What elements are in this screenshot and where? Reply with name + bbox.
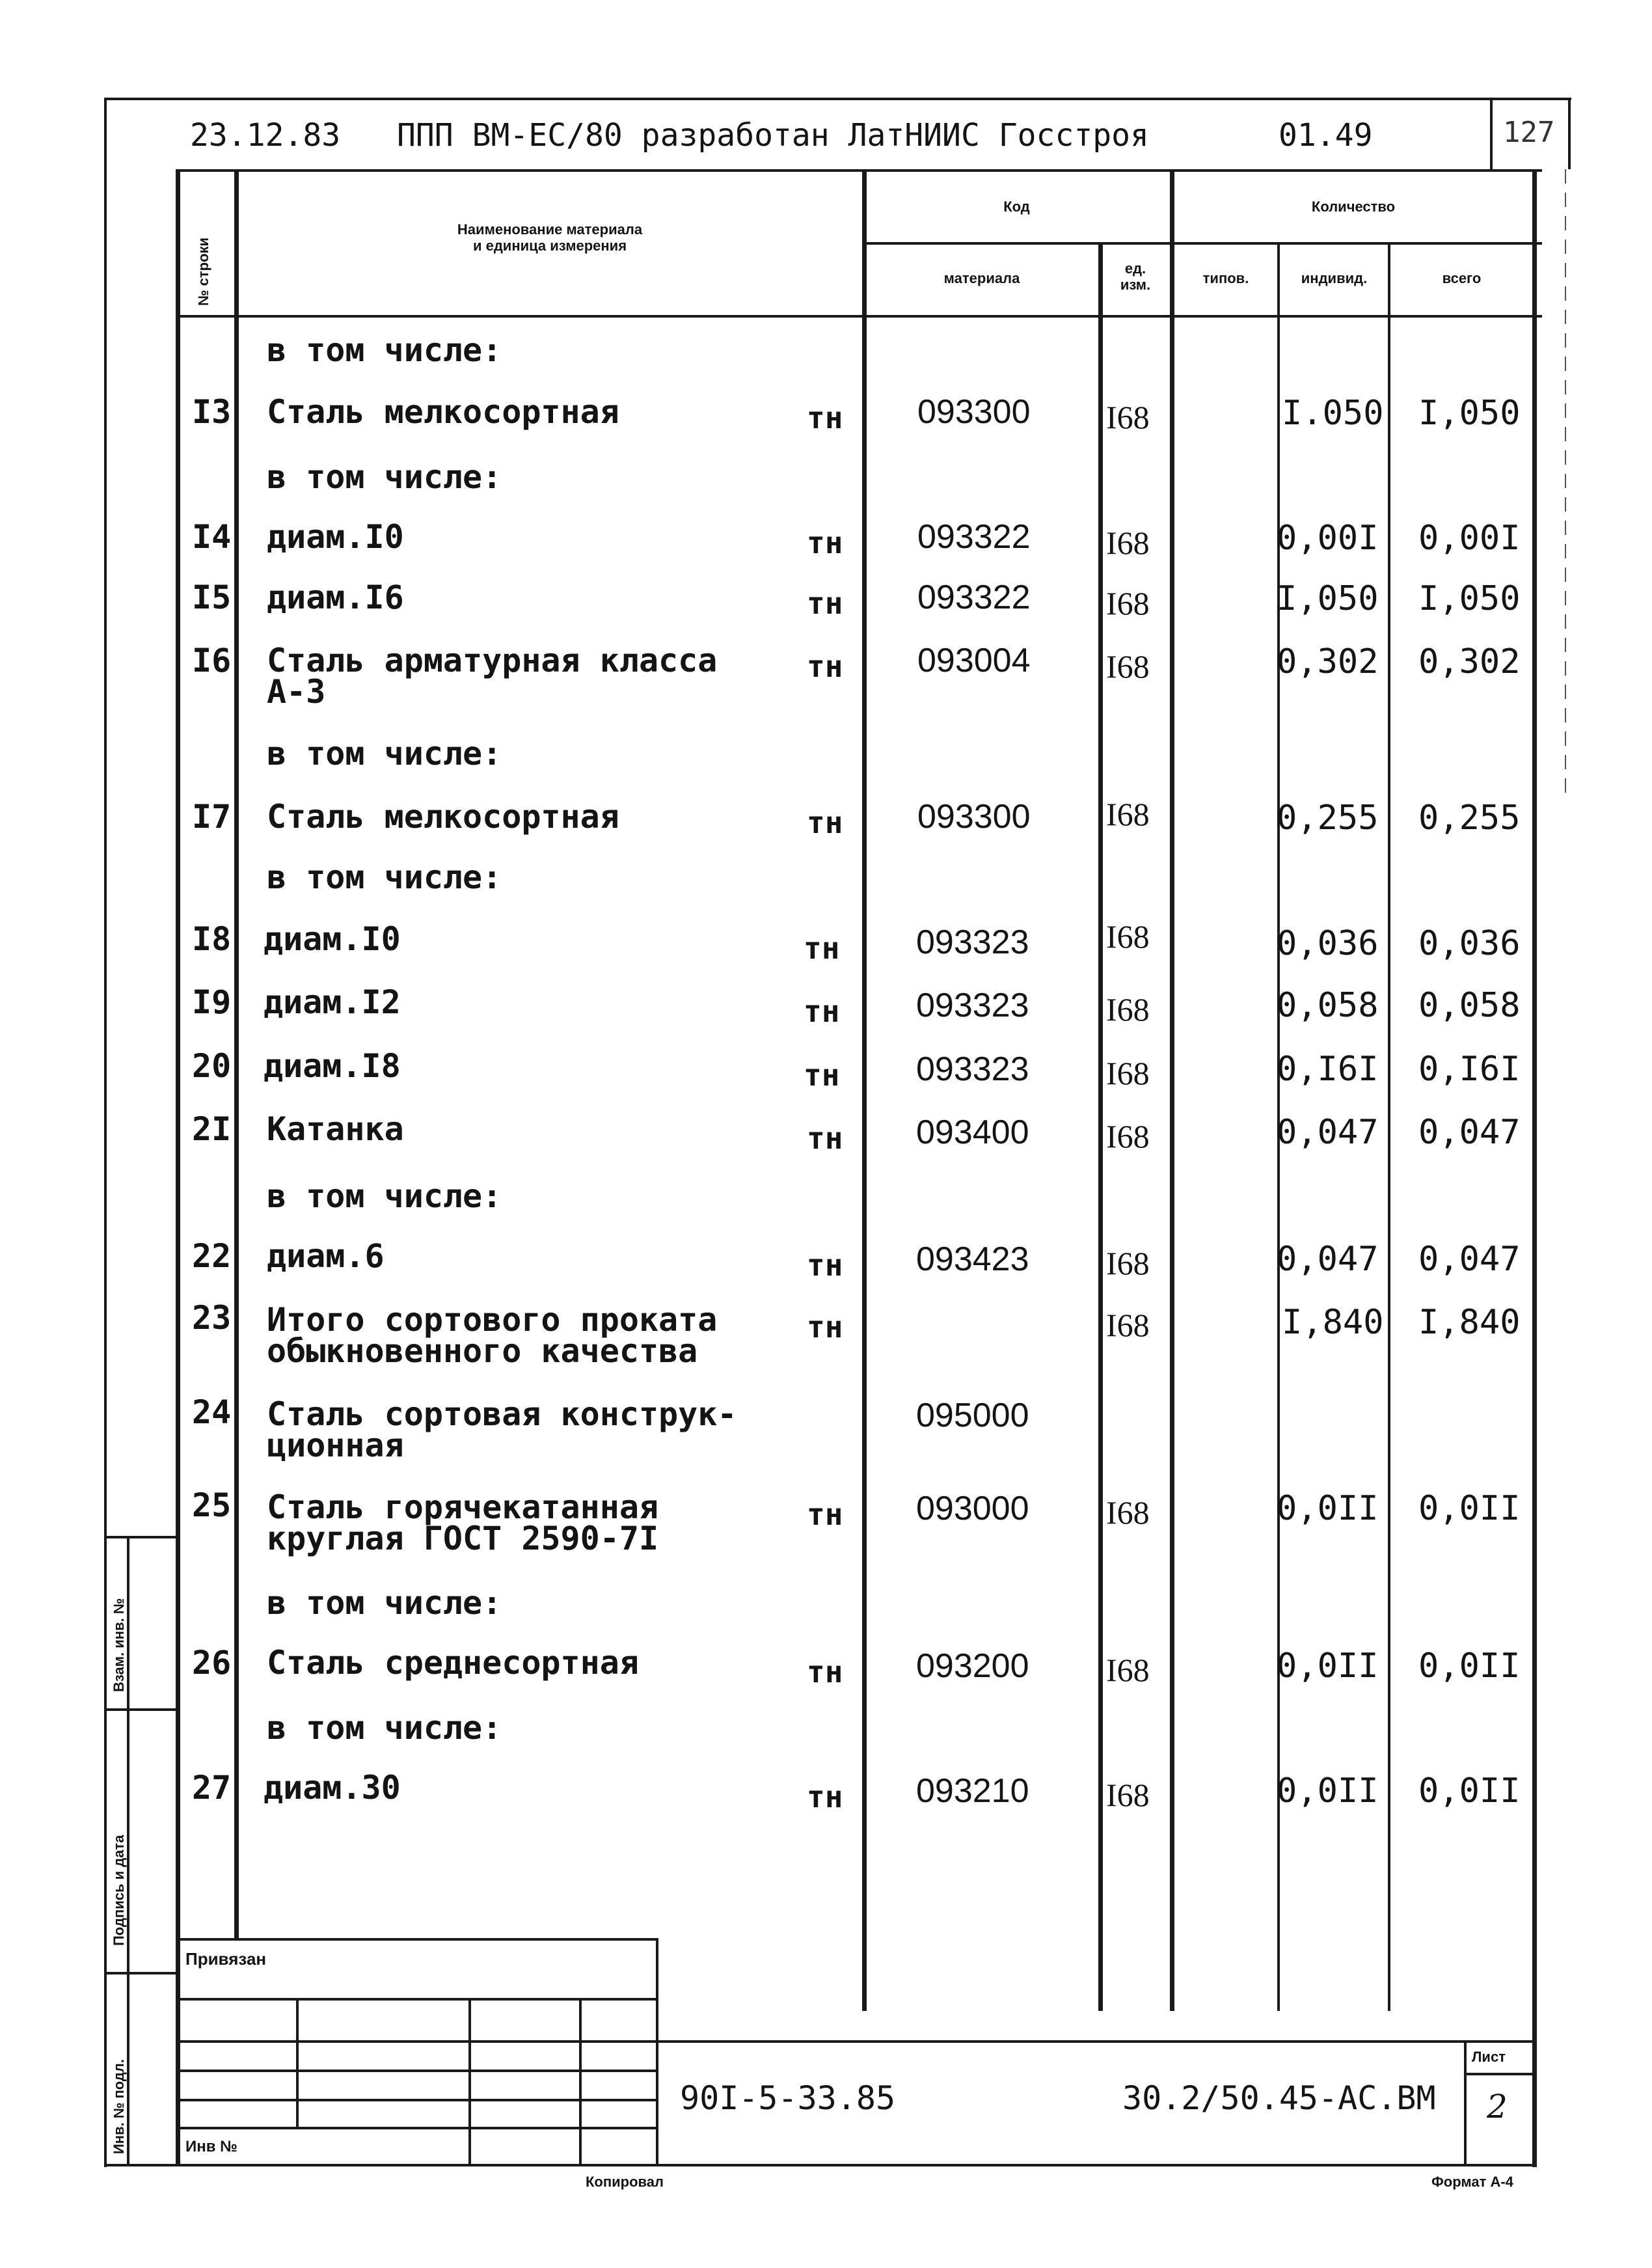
table-row-16-name: Сталь сортовая конструк- ционная bbox=[267, 1395, 737, 1464]
table-row-5-ed: I68 bbox=[1106, 648, 1150, 685]
table-row-15-no: 23 bbox=[192, 1299, 232, 1337]
table-row-14-name: диам.6 bbox=[267, 1237, 385, 1275]
table-row-1-total: I,050 bbox=[1418, 394, 1521, 433]
table-row-7-ind: 0,255 bbox=[1277, 799, 1379, 838]
table-row-15-ind: I,840 bbox=[1282, 1303, 1384, 1342]
table-row-21-ed: I68 bbox=[1106, 1777, 1150, 1813]
doc-code: 30.2/50.45-АС.ВМ bbox=[1122, 2079, 1436, 2117]
table-row-3-total: 0,00I bbox=[1418, 519, 1521, 558]
table-row-1-name: Сталь мелкосортная bbox=[267, 393, 619, 431]
table-row-15-name: Итого сортового проката обыкновенного качества bbox=[267, 1301, 718, 1370]
sheet-number: 2 bbox=[1487, 2088, 1508, 2125]
table-row-14-ind: 0,047 bbox=[1277, 1240, 1379, 1279]
table-row-4-name: диам.I6 bbox=[267, 579, 404, 616]
table-row-17-unit: тн bbox=[807, 1497, 843, 1532]
table-row-10-total: 0,058 bbox=[1418, 986, 1521, 1025]
table-row-10-no: I9 bbox=[192, 983, 232, 1021]
table-row-1-code: 093300 bbox=[917, 393, 1031, 431]
table-row-8-name: в том числе: bbox=[267, 858, 502, 896]
column-header-qty-total: всего bbox=[1442, 270, 1482, 286]
column-header-qty-typical: типов. bbox=[1202, 270, 1249, 286]
table-row-16-no: 24 bbox=[192, 1393, 232, 1431]
table-row-14-ed: I68 bbox=[1106, 1245, 1150, 1281]
table-row-7-ed: I68 bbox=[1106, 796, 1150, 832]
table-row-12-ed: I68 bbox=[1106, 1118, 1150, 1154]
header-code: 01.49 bbox=[1279, 117, 1373, 154]
table-row-17-code: 093000 bbox=[916, 1490, 1029, 1527]
table-row-4-ed: I68 bbox=[1106, 585, 1150, 622]
table-row-10-ind: 0,058 bbox=[1277, 986, 1379, 1025]
table-row-17-name: Сталь горячекатанная круглая ГОСТ 2590-7I bbox=[267, 1488, 659, 1557]
table-row-4-total: I,050 bbox=[1418, 579, 1521, 618]
table-row-5-code: 093004 bbox=[917, 642, 1031, 679]
table-row-9-name: диам.I0 bbox=[264, 920, 401, 958]
column-header-name: Наименование материала и единица измерения bbox=[457, 221, 643, 254]
table-row-10-ed: I68 bbox=[1106, 991, 1150, 1028]
table-row-15-ed: I68 bbox=[1106, 1307, 1150, 1343]
table-row-19-total: 0,0II bbox=[1418, 1646, 1521, 1686]
sheet-label: Лист bbox=[1472, 2049, 1506, 2065]
column-header-row-no: № строки bbox=[195, 237, 211, 306]
table-row-7-code: 093300 bbox=[917, 798, 1031, 836]
table-row-10-code: 093323 bbox=[916, 987, 1029, 1024]
table-row-5-unit: тн bbox=[807, 649, 843, 684]
table-row-7-name: Сталь мелкосортная bbox=[267, 798, 619, 836]
column-header-code-unit: ед. изм. bbox=[1120, 260, 1151, 294]
table-row-19-unit: тн bbox=[807, 1654, 843, 1689]
table-row-17-ind: 0,0II bbox=[1277, 1489, 1379, 1528]
table-row-4-unit: тн bbox=[807, 586, 843, 621]
table-row-7-unit: тн bbox=[807, 805, 843, 840]
table-row-11-no: 20 bbox=[192, 1047, 232, 1085]
table-row-5-ind: 0,302 bbox=[1277, 642, 1379, 681]
table-row-3-ind: 0,00I bbox=[1277, 519, 1379, 558]
table-row-1-no: I3 bbox=[192, 393, 232, 431]
inv-no-label: Инв № bbox=[185, 2138, 237, 2155]
table-row-3-no: I4 bbox=[192, 518, 232, 556]
table-row-14-unit: тн bbox=[807, 1248, 843, 1283]
table-row-9-total: 0,036 bbox=[1418, 924, 1521, 963]
table-row-9-unit: тн bbox=[804, 931, 840, 966]
table-row-21-total: 0,0II bbox=[1418, 1771, 1521, 1810]
table-row-21-no: 27 bbox=[192, 1769, 232, 1807]
table-row-12-code: 093400 bbox=[916, 1114, 1029, 1151]
table-row-21-code: 093210 bbox=[916, 1772, 1029, 1810]
header-title: ППП ВМ-ЕС/80 разработан ЛатНИИС Госстроя bbox=[397, 117, 1149, 154]
table-row-14-no: 22 bbox=[192, 1237, 232, 1275]
table-row-4-code: 093322 bbox=[917, 579, 1031, 616]
table-row-1-unit: тн bbox=[807, 400, 843, 435]
table-row-21-name: диам.30 bbox=[264, 1769, 401, 1807]
column-header-quantity: Количество bbox=[1311, 198, 1396, 215]
table-row-11-total: 0,I6I bbox=[1418, 1050, 1521, 1089]
table-row-2-name: в том числе: bbox=[267, 458, 502, 496]
table-row-9-no: I8 bbox=[192, 920, 232, 958]
column-header-code-material: материала bbox=[943, 270, 1020, 286]
table-row-11-ed: I68 bbox=[1106, 1055, 1150, 1091]
table-row-17-total: 0,0II bbox=[1418, 1489, 1521, 1528]
table-row-0-name: в том числе: bbox=[267, 331, 502, 369]
side-label-inv-no: Инв. № подл. bbox=[111, 2059, 127, 2154]
table-row-19-code: 093200 bbox=[916, 1647, 1029, 1685]
table-row-11-ind: 0,I6I bbox=[1277, 1050, 1379, 1089]
table-row-14-total: 0,047 bbox=[1418, 1240, 1521, 1279]
table-row-7-no: I7 bbox=[192, 798, 232, 836]
header-date: 23.12.83 bbox=[190, 117, 341, 154]
table-row-21-ind: 0,0II bbox=[1277, 1771, 1379, 1810]
table-row-19-ed: I68 bbox=[1106, 1652, 1150, 1688]
format-label: Формат А-4 bbox=[1431, 2174, 1513, 2190]
table-row-18-name: в том числе: bbox=[267, 1584, 502, 1622]
table-row-11-name: диам.I8 bbox=[264, 1047, 401, 1085]
table-row-11-unit: тн bbox=[804, 1058, 840, 1093]
doc-number: 90I-5-33.85 bbox=[680, 2079, 896, 2117]
table-row-9-ind: 0,036 bbox=[1277, 924, 1379, 963]
attached-label: Привязан bbox=[185, 1949, 267, 1969]
column-header-code: Код bbox=[1003, 198, 1030, 215]
table-row-5-no: I6 bbox=[192, 642, 232, 679]
table-row-4-ind: I,050 bbox=[1277, 579, 1379, 618]
table-row-1-ind: I.050 bbox=[1282, 394, 1384, 433]
table-row-10-unit: тн bbox=[804, 994, 840, 1029]
table-row-19-name: Сталь среднесортная bbox=[267, 1644, 639, 1682]
table-row-9-ed: I68 bbox=[1106, 918, 1150, 955]
table-row-12-ind: 0,047 bbox=[1277, 1113, 1379, 1152]
table-row-12-name: Катанка bbox=[267, 1110, 404, 1148]
table-row-10-name: диам.I2 bbox=[264, 983, 401, 1021]
table-row-6-name: в том числе: bbox=[267, 735, 502, 772]
table-row-11-code: 093323 bbox=[916, 1050, 1029, 1088]
table-row-13-name: в том числе: bbox=[267, 1177, 502, 1215]
table-row-20-name: в том числе: bbox=[267, 1709, 502, 1747]
side-label-replace-inv: Взам. инв. № bbox=[111, 1598, 127, 1692]
table-row-21-unit: тн bbox=[807, 1779, 843, 1814]
column-header-qty-individual: индивид. bbox=[1301, 270, 1368, 286]
table-row-3-ed: I68 bbox=[1106, 525, 1150, 561]
table-row-5-name: Сталь арматурная класса А-3 bbox=[267, 642, 718, 711]
table-row-15-total: I,840 bbox=[1418, 1303, 1521, 1342]
side-label-signature-date: Подпись и дата bbox=[111, 1835, 127, 1946]
table-row-17-ed: I68 bbox=[1106, 1494, 1150, 1531]
table-row-7-total: 0,255 bbox=[1418, 799, 1521, 838]
table-row-14-code: 093423 bbox=[916, 1240, 1029, 1278]
table-row-15-unit: тн bbox=[807, 1309, 843, 1345]
table-row-16-code: 095000 bbox=[916, 1397, 1029, 1434]
table-row-12-no: 2I bbox=[192, 1110, 232, 1148]
table-row-5-total: 0,302 bbox=[1418, 642, 1521, 681]
table-row-19-no: 26 bbox=[192, 1644, 232, 1682]
table-row-3-unit: тн bbox=[807, 525, 843, 560]
table-row-1-ed: I68 bbox=[1106, 399, 1150, 435]
table-row-9-code: 093323 bbox=[916, 923, 1029, 961]
table-row-12-unit: тн bbox=[807, 1121, 843, 1156]
table-row-19-ind: 0,0II bbox=[1277, 1646, 1379, 1686]
table-row-4-no: I5 bbox=[192, 579, 232, 616]
copied-label: Копировал bbox=[586, 2174, 664, 2190]
table-row-17-no: 25 bbox=[192, 1486, 232, 1524]
table-row-3-code: 093322 bbox=[917, 518, 1031, 556]
table-row-3-name: диам.I0 bbox=[267, 518, 404, 556]
table-row-12-total: 0,047 bbox=[1418, 1113, 1521, 1152]
page-stamp: 127 bbox=[1503, 116, 1555, 149]
